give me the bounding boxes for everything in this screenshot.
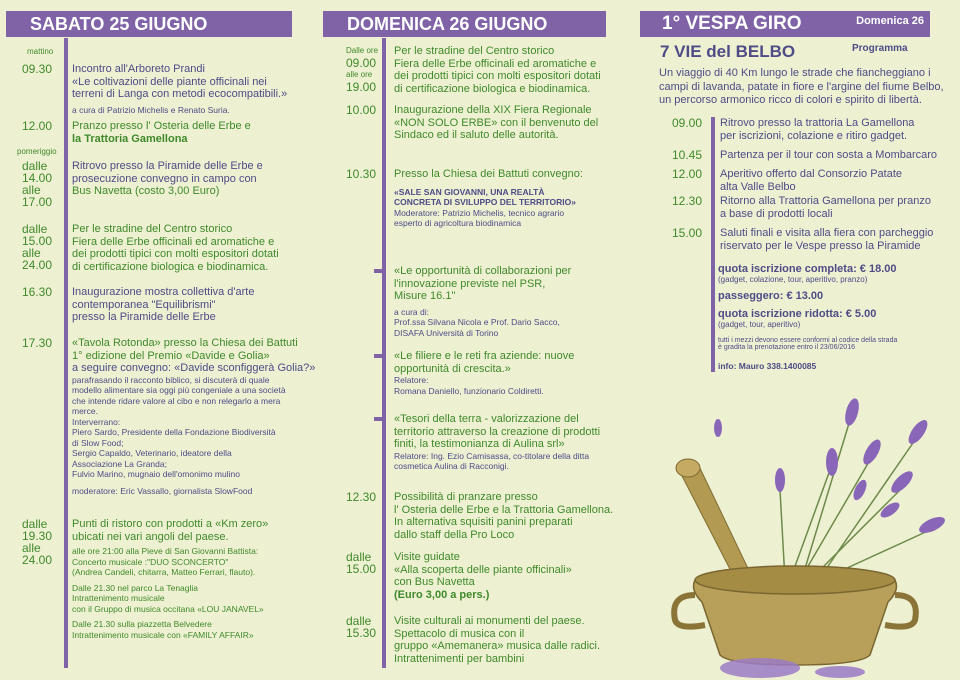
event-text: l'innovazione previste nel PSR, (394, 277, 546, 290)
event-text: 1° edizione del Premio «Davide e Golia» (72, 349, 270, 362)
event-text: «Le coltivazioni delle piante officinali nei (72, 75, 267, 88)
event-text: con il Gruppo di musica occitana «LOU JANAVEL» (72, 603, 264, 614)
event-text: In alternativa squisiti panini preparati (394, 516, 573, 528)
time-part: 17.30 (22, 336, 53, 350)
event-text: Visite culturali ai monumenti del paese. (394, 615, 585, 627)
event-text: cosmetica Aulina di Racconigi. (394, 461, 509, 471)
time-part: 17.00 (22, 195, 53, 209)
event-time (346, 104, 376, 116)
vespa-event-time: 15.00 (672, 226, 703, 240)
event-item (394, 45, 601, 95)
intro-line: Un viaggio di 40 Km lungo le strade che fiancheggiano i (659, 67, 931, 79)
event-text: DISAFA Università di Torino (394, 327, 499, 338)
event-text: «Le opportunità di collaborazioni per (394, 265, 572, 277)
event-text: Associazione La Granda; (72, 458, 167, 469)
event-text: Interverrano: (72, 416, 121, 427)
event-time (346, 45, 378, 93)
event-text: Misure 16.1" (394, 290, 456, 302)
event-time (22, 337, 52, 349)
event-text: di certificazione biologica e biodinamica. (394, 82, 591, 95)
event-time (22, 518, 52, 566)
vespa-event-text: Ritrovo presso la trattoria La Gamellona (720, 117, 915, 129)
vespa-event-item (720, 149, 937, 162)
event-text: alle ore 21:00 alla Pieve di San Giovanni Battista: (72, 546, 259, 556)
event-text: Romana Daniello, funzionario Coldiretti. (394, 385, 544, 396)
vespa-event-text: alta Valle Belbo (720, 180, 796, 193)
event-text: contemporanea "Equilibrismi" (72, 298, 216, 311)
event-text: Intrattenimento musicale con «FAMILY AFFAIR» (72, 629, 254, 640)
event-text: Sergio Capaldo, Veterinario, ideatore della (72, 448, 232, 458)
passenger-price: passeggero: € 13.00 (718, 290, 824, 302)
event-text: «Alla scoperta delle piante officinali» (394, 563, 572, 576)
event-text: con Bus Navetta (394, 576, 475, 588)
vespa-pricing (718, 263, 897, 371)
event-item (72, 63, 287, 115)
event-text: Pranzo presso l' Osteria delle Erbe e (72, 120, 251, 132)
event-text: Punti di ristoro con prodotti a «Km zero» (72, 518, 269, 530)
quota-reduced: quota iscrizione ridotta: € 5.00 (718, 308, 877, 320)
event-text: Dalle 21.30 nel parco La Tenaglia (72, 582, 199, 593)
event-text: Inaugurazione mostra collettiva d'arte (72, 286, 255, 298)
booking-note: è gradita la prenotazione entro il 23/06/2016 (718, 344, 855, 351)
sunday-header: DOMENICA 26 GIUGNO (323, 11, 606, 37)
event-text: Fiera delle Erbe officinali ed aromatiche e (394, 57, 597, 70)
event-time (22, 286, 52, 298)
vespa-timeline-bar (711, 117, 715, 372)
event-text: prosecuzione convegno in campo con (72, 172, 257, 185)
event-text: esperto di agricoltura biodinamica (394, 218, 522, 228)
event-text: Visite guidate (394, 551, 460, 563)
vespa-header (640, 11, 930, 37)
time-part: dalle (22, 517, 48, 531)
event-text: parafrasando il racconto biblico, si discuterà di quale (72, 374, 270, 385)
event-time (22, 160, 52, 208)
time-part: 12.00 (22, 119, 53, 133)
event-time (22, 120, 52, 132)
vespa-event-item (720, 168, 902, 193)
event-time (346, 551, 376, 575)
event-item (72, 223, 279, 273)
event-text: Inaugurazione della XIX Fiera Regionale (394, 104, 592, 116)
timeline-tick (374, 269, 382, 273)
event-text: Sindaco ed il saluto delle autorità. (394, 129, 559, 141)
event-text: Bus Navetta (costo 3,00 Euro) (72, 185, 220, 197)
vespa-event-item (720, 227, 933, 252)
label-mattino: mattino (27, 47, 54, 56)
time-part: 19.00 (346, 80, 377, 94)
saturday-timeline-bar (64, 38, 68, 668)
event-text: dei prodotti tipici con molti espositori dotati (394, 70, 601, 82)
event-time (22, 223, 52, 271)
time-part: 12.30 (346, 490, 377, 504)
time-part: dalle (346, 614, 372, 628)
event-text: (Euro 3,00 a pers.) (394, 588, 490, 601)
event-item (394, 104, 598, 142)
time-part: 14.00 (22, 171, 53, 185)
time-part: 09.30 (22, 62, 53, 76)
programma-label: Programma (852, 43, 908, 54)
vespa-event-time: 12.30 (672, 194, 703, 208)
time-part: 15.00 (22, 234, 53, 248)
time-part: 10.00 (346, 103, 377, 117)
event-item (72, 286, 254, 324)
time-part: Dalle ore (346, 46, 379, 55)
event-text: gruppo «Amemanera» musica dalle radici. (394, 640, 601, 652)
vespa-event-text: Aperitivo offerto dal Consorzio Patate (720, 168, 903, 180)
timeline-tick (374, 417, 382, 421)
event-item (394, 265, 571, 338)
event-text: presso la Piramide delle Erbe (72, 311, 216, 323)
event-text: di Slow Food; (72, 437, 124, 448)
event-text: «Le filiere e le reti fra aziende: nuove (394, 350, 575, 362)
time-part: 24.00 (22, 553, 53, 567)
event-text: a cura di Patrizio Michelis e Renato Suria. (72, 104, 230, 115)
event-text: merce. (72, 406, 98, 416)
lavender-stems (780, 420, 930, 585)
time-part: dalle (22, 222, 48, 236)
time-part: 16.30 (22, 285, 53, 299)
event-item (72, 518, 268, 640)
time-part: 15.00 (346, 562, 377, 576)
event-text: di certificazione biologica e biodinamica. (72, 260, 269, 273)
vespa-event-text: a base di prodotti locali (720, 207, 833, 220)
vespa-event-text: Ritorno alla Trattoria Gamellona per pranzo (720, 195, 931, 207)
event-text: Spettacolo di musica con il (394, 627, 525, 640)
time-part: 10.30 (346, 167, 377, 181)
event-text: (Andrea Candeli, chitarra, Matteo Ferrari, flauto). (72, 567, 256, 577)
event-text: Per le stradine del Centro storico (72, 223, 233, 235)
lavender-flowers (714, 397, 947, 536)
vespa-event-text: riservato per le Vespe presso la Piramide (720, 239, 921, 252)
event-text: Ritrovo presso la Piramide delle Erbe e (72, 160, 263, 172)
vespa-title: 1° VESPA GIRO (662, 13, 802, 34)
event-item (394, 168, 583, 229)
intro-line: campi di lavanda, patate in fiore e l'argine del fiume Belbo, (659, 80, 944, 93)
event-time (22, 63, 52, 75)
time-part: dalle (346, 550, 372, 564)
event-text: Intrattenimenti per bambini (394, 652, 525, 665)
time-part: 24.00 (22, 258, 53, 272)
saturday-header: SABATO 25 GIUGNO (6, 11, 292, 37)
event-item (72, 120, 251, 145)
event-text: moderatore: Eric Vassallo, giornalista SlowFood (72, 485, 253, 496)
quota-full: quota iscrizione completa: € 18.00 (718, 263, 897, 275)
event-text: Piero Sardo, Presidente della Fondazione Biodiversità (72, 427, 276, 437)
mortar (674, 566, 916, 665)
event-text: dei prodotti tipici con molti espositori dotati (72, 248, 279, 260)
event-text: l' Osteria delle Erbe e la Trattoria Gamellona. (394, 503, 614, 516)
event-item (394, 615, 600, 665)
regulation-note: tutti i mezzi devono essere conformi al codice della strada (718, 337, 898, 344)
event-item (394, 551, 572, 601)
time-part: alle (22, 246, 41, 260)
time-part: alle (22, 183, 41, 197)
time-part: 19.30 (22, 529, 53, 543)
event-text: terreni di Langa con metodi ecocompatibili.» (72, 88, 288, 100)
event-text: che intende ridare valore al cibo e non relegarlo a mera (72, 395, 281, 406)
event-text: Incontro all'Arboreto Prandi (72, 63, 205, 75)
event-text: ubicati nei vari angoli del paese. (72, 530, 229, 543)
event-text: opportunità di crescita.» (394, 362, 511, 375)
event-text: territorio attraverso la creazione di prodotti (394, 425, 601, 438)
vespa-event-time: 12.00 (672, 167, 703, 181)
vespa-event-text: Saluti finali e visita alla fiera con parcheggio (720, 227, 934, 239)
event-text: Dalle 21.30 sulla piazzetta Belvedere (72, 619, 212, 629)
vespa-event-time: 09.00 (672, 116, 703, 130)
event-text: CONCRETA DI SVILUPPO DEL TERRITORIO» (394, 197, 576, 207)
event-text: «Tavola Rotonda» presso la Chiesa dei Battuti (72, 337, 298, 349)
event-text: Prof.ssa Silvana Nicola e Prof. Dario Sacco, (394, 317, 560, 327)
event-text: Fiera delle Erbe officinali ed aromatiche e (72, 235, 275, 248)
event-item (394, 491, 613, 541)
quota-reduced-note: (gadget, tour, aperitivo) (718, 320, 801, 329)
time-part: alle (22, 541, 41, 555)
label-pomeriggio: pomeriggio (17, 147, 57, 156)
event-item (72, 160, 263, 198)
time-part: 09.00 (346, 56, 377, 70)
vespa-event-item (720, 195, 931, 220)
vespa-event-item (720, 117, 914, 142)
event-text: modello alimentare sia oggi più congeniale a una società (72, 385, 286, 395)
vespa-intro (659, 67, 944, 108)
event-item (394, 350, 574, 396)
event-text: Relatore: Ing. Ezio Camisassa, co-titolare della ditta (394, 450, 590, 461)
event-text: finiti, la testimonianza di Aulina srl» (394, 438, 565, 450)
event-item (72, 337, 315, 496)
event-text: dallo staff della Pro Loco (394, 528, 515, 541)
info-contact: info: Mauro 338.1400085 (718, 361, 817, 371)
event-item (394, 413, 600, 472)
vespa-event-text: Partenza per il tour con sosta a Mombarcaro (720, 149, 938, 161)
vespa-event-text: per iscrizioni, colazione e ritiro gadget. (720, 129, 908, 142)
vespa-date: Domenica 26 (856, 15, 924, 27)
timeline-tick (374, 354, 382, 358)
time-part: 15.30 (346, 626, 377, 640)
event-text: «Tesori della terra - valorizzazione del (394, 413, 579, 425)
event-text: Intrattenimento musicale (72, 593, 165, 603)
event-text: Presso la Chiesa dei Battuti convegno: (394, 168, 583, 180)
event-text: Possibilità di pranzare presso (394, 491, 538, 503)
event-time (346, 168, 376, 180)
event-text: a seguire convegno: «Davide sconfiggerà Golia?» (72, 362, 316, 374)
event-time (346, 615, 376, 639)
event-text: Moderatore: Patrizio Michelis, tecnico agrario (394, 207, 565, 218)
mortar-lavender-illustration (640, 380, 960, 680)
event-text: «NON SOLO ERBE» con il benvenuto del (394, 116, 599, 129)
quota-full-note: (gadget, colazione, tour, aperitivo, pranzo) (718, 275, 868, 284)
belbo-title: 7 VIE del BELBO (660, 42, 796, 61)
event-text: a cura di: (394, 306, 429, 317)
event-text: Per le stradine del Centro storico (394, 45, 555, 57)
event-text: Concerto musicale :"DUO SCONCERTO" (72, 556, 229, 567)
event-text: Fulvio Marino, mugnaio dell'omonimo mulino (72, 469, 240, 479)
vespa-event-time: 10.45 (672, 148, 703, 162)
event-text: la Trattoria Gamellona (72, 132, 188, 145)
event-text: Relatore: (394, 375, 429, 385)
time-part: dalle (22, 159, 48, 173)
event-text: «SALE SAN GIOVANNI, UNA REALTÀ (394, 186, 545, 197)
time-part: alle ore (346, 70, 373, 79)
sunday-timeline-bar (382, 38, 386, 668)
intro-line: un percorso armonico ricco di colori e spirito di libertà. (659, 94, 922, 106)
event-time (346, 491, 376, 503)
